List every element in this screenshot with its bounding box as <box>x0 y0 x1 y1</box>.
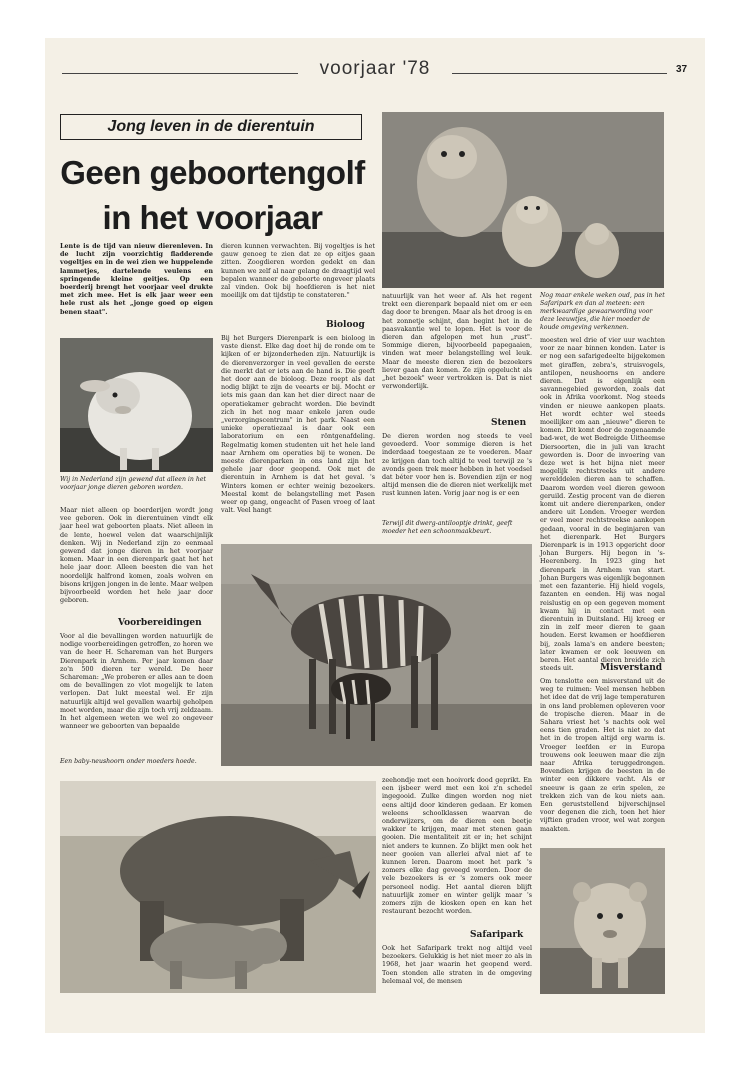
col2-top: dieren kunnen verwachten. Bij vogeltjes is het gauw genoeg te zien dat ze op eitjes gaan zitten. Zoogdieren worden gedekt en dan kunnen we zelf al naar gelang de draagtijd wel bepalen wanneer de geboorte ongeveer plaats zal vinden. Ook bij hoefdieren is het niet moeilijk om dat tijdstip te constateren." <box>221 242 375 300</box>
col2-body: Bij het Burgers Dierenpark is een bioloog in vaste dienst. Elke dag doet hij de ronde om te kijken of er bijzonderheden zijn. Natuurlijk is de dierenverzorger in veel gevallen de eerste die merkt dat er iets aan de hand is. Die geeft het door aan de bioloog. Deze roept als dat nodig blijkt te zijn de veearts er bij. Mocht er iets mis gaan dan kan het dier direct naar de operatiekamer gebracht worden. Die bevindt zich in het nog maar enkele jaren oude „verzorgingscentrum" in het park. Naast een unieke operatiezaal is daar ook een laboratorium en een röntgenafdeling. Regelmatig komen studenten uit het hele land naar Arnhem om operaties bij te wonen. De meeste dierenparken in ons land zijn het gehele jaar door geopend. Ook met de dierentuin in Arnhem is dat het geval. 's Winters komen er echter weinig bezoekers. Meestal komt de belangstelling met Pasen weer op gang, ongeacht of Pasen vroeg of laat valt. Veel hangt <box>221 334 375 515</box>
lead-paragraph: Lente is de tijd van nieuw dierenleven. In de lucht zijn voorzichtig fladderende vogeltjes en in de wei zien we huppelende lammetjes, dartelende veulens en springende kleine geitjes. Op een boerderij brengt het voorjaar veel drukte met zich mee. Het is elk jaar weer een hele rust als het „jonge goed op eigen benen staat". <box>60 242 213 316</box>
lamb-caption: Wij in Nederland zijn gewend dat alleen in het voorjaar jonge dieren geboren worden. <box>60 476 206 491</box>
antelope-photo <box>221 544 532 766</box>
headline-line-1: Geen geboortengolf <box>60 154 365 191</box>
col4-body: moesten wel drie of vier uur wachten voor ze naar binnen konden. Later is er nog een safarigedeelte bijgekomen met giraffen, zebra's, struisvogels, antilopen, neushoorns en andere dieren. Dat is eigenlijk een savannegebied geworden, zoals dat ook in Afrika voorkomt. Nog steeds vinden er nieuwe aankopen plaats. Het wordt echter wel steeds moeilijker om aan „nieuwe" dieren te komen. Dit komt door de zogenaamde bad-wet, de wet Bedreigde Uitheemse Diersoorten, die in juli van kracht geworden is. Door de invoering van deze wet is het bijna niet meer mogelijk rechtstreeks uit andere werelddelen dieren aan te schaffen. Daarom worden veel dieren gewoon geruild. Zestig procent van de dieren komt uit andere dierenparken, onder andere uit Londen. Vroeger werden er veel meer rechtstreekse aankopen gedaan, vooral in de beginjaren van het dierenpark. Het Burgers Dierenpark is in 1913 opgericht door Johan Burgers. Hij begon in 's-Heerenberg. In 1923 ging het dierenpark in Arnhem van start. Johan Burgers was eigenlijk begonnen met een fazanterie. Hij hield vogels, fazanten en eenden. Hij was nogal reislustig en op een gegeven moment kwam hij in contact met een dierentuin in Duitsland. Hij kreeg er zin in zelf meer dieren te gaan houden. Eerst kwamen er hoefdieren bij, zoals lama's en andere beesten; later kwamen er ook leeuwen en beren. Het aantal dieren breidde zich steeds uit. <box>540 336 665 673</box>
headline <box>60 150 365 240</box>
col3-bottom: zeehondje met een hooivork dood geprikt. En een ijsbeer werd met een koi z'n schedel ingegooid. Zulke dingen worden nog niet eens altijd door kinderen gedaan. Er komen weleens schoolklassen waarvan de onderwijzers, om de dieren een beetje wakker te krijgen, maar met stenen gaan gooien. Die mentaliteit zit er in; het schijnt niet anders te kunnen. Zo blijkt men ook het neer gooien van allerlei afval niet af te kunnen leren. Daarom moet het park 's zomers elke dag geveegd worden. Door de vele bezoekers is er 's zomers ook meer personeel nodig. Het aantal dieren blijft natuurlijk zomer en winter gelijk maar 's zomers zijn de kiosken open en kan het restaurant bezocht worden. <box>382 776 532 916</box>
antelope-caption: Terwijl dit dwerg-antilooptje drinkt, geeft moeder het een schoonmaakbeurt. <box>382 520 513 535</box>
subhead-voorbereidingen: Voorbereidingen <box>118 618 202 628</box>
page-number: 37 <box>676 64 688 75</box>
lions-photo <box>382 112 664 288</box>
subhead-safaripark: Safaripark <box>470 930 524 940</box>
cub-photo <box>540 848 665 994</box>
header-rule-left <box>62 73 298 74</box>
subhead-bioloog: Bioloog <box>326 320 365 330</box>
col4-body-2: Om tenslotte een misverstand uit de weg te ruimen: Veel mensen hebben het idee dat de vrij lage temperaturen in ons land problemen opleveren voor de tropische dieren. Maar in de Sahara vriest het 's nachts ook wel eens tien graden. Het is niet zo dat het in de tropen altijd erg warm is. Vroeger leefden er in Europa trouwens ook leeuwen maar die zijn naar Afrika teruggedrongen. Bovendien krijgen de beesten in de winter een dikkere vacht. Als er sneeuw is gaan ze erin spelen, ze trekken zich van de kou niets aan. Een geruststellend bijverschijnsel voor degenen die zich, toen het hier vijftien graden vroor, wel wat zorgen maakten. <box>540 677 665 833</box>
rhino-caption: Een baby-neushoorn onder moeders hoede. <box>60 758 197 765</box>
col3-body-3: Ook het Safaripark trekt nog altijd veel bezoekers. Gelukkig is het niet meer zo als in 1968, het jaar waarin het geopend werd. Toen stonden alle straten in de omgeving helemaal vol, de mensen <box>382 944 532 985</box>
kicker-box <box>60 114 362 140</box>
col3-body-2: De dieren worden nog steeds te veel gevoederd. Voor sommige dieren is het inderdaad toegestaan ze te voederen. Maar ze krijgen dan toch altijd te veel terwijl ze 's avonds geen trek meer hebben in het voedsel dat béter voor hen is. Bovendien zijn er nog altijd mensen die de dieren niet werkelijk met rust kunnen laten. Vorig jaar nog is er een <box>382 432 532 498</box>
lamb-photo <box>60 338 213 472</box>
col1-body-2: Voor al die bevallingen worden natuurlijk de nodige voorbereidingen getroffen, zo horen we van de heer H. Schareman van het Burgers Dierenpark in Arnhem. Per jaar komen daar zo'n 500 dieren ter wereld. De heer Schareman: „We proberen er alles aan te doen om de bevallingen zo vlot mogelijk te laten verlopen. Dat lukt meestal wel. Er zijn natuurlijk altijd wel gevallen waarbij geholpen moet worden, maar die zijn toch vrij zeldzaam. In het algemeen weten we wel zo ongeveer wanneer we geboorten van bepaalde <box>60 632 213 731</box>
subhead-misverstand: Misverstand <box>600 663 663 673</box>
rhino-photo <box>60 781 376 993</box>
header-rule-right <box>452 73 667 74</box>
col3-body: natuurlijk van het weer af. Als het regent trekt een dierenpark bepaald niet om er een dag door te brengen. Maar als het droog is en het zonnetje schijnt, dan begint het in de paasvakantie wel te lopen. Het is voor de dieren dan afgelopen met hun „rust". Sommige dieren, bijvoorbeeld papegaaien, vinden wat meer belangstelling wel leuk. Maar de meeste dieren zien de bezoekers liever gaan dan komen. Ze zijn opgelucht als „het bezoek" weer vertrokken is. Dat is niet verwonderlijk. <box>382 292 532 391</box>
kicker-text: Jong leven in de dierentuin <box>107 118 315 135</box>
headline-line-2: in het voorjaar <box>102 199 323 236</box>
lions-caption: Nog maar enkele weken oud, pas in het Safaripark en dan al meteen: een merkwaardige gewaarwording voor deze leeuwtjes, die hier moeder de koude omgeving verkennen. <box>540 292 665 331</box>
subhead-stenen: Stenen <box>491 418 527 428</box>
section-title: voorjaar '78 <box>319 58 431 79</box>
col1-body: Maar niet alleen op boerderijen wordt jong vee geboren. Ook in dierentuinen vindt elk jaar heel wat geboorten plaats. Niet alleen in de lente, hoewel velen dat waarschijnlijk denken. Wij in Nederland zijn zo eenmaal gewend dat jonge dieren in het voorjaar komen. Maar in een dierenpark gaat het het hele jaar door. Alleen beesten die van het noordelijk halfrond komen, zoals wolven en bisons krijgen jongen in de lente. Maar welpen bijvoorbeeld worden het hele jaar door geboren. <box>60 506 213 605</box>
